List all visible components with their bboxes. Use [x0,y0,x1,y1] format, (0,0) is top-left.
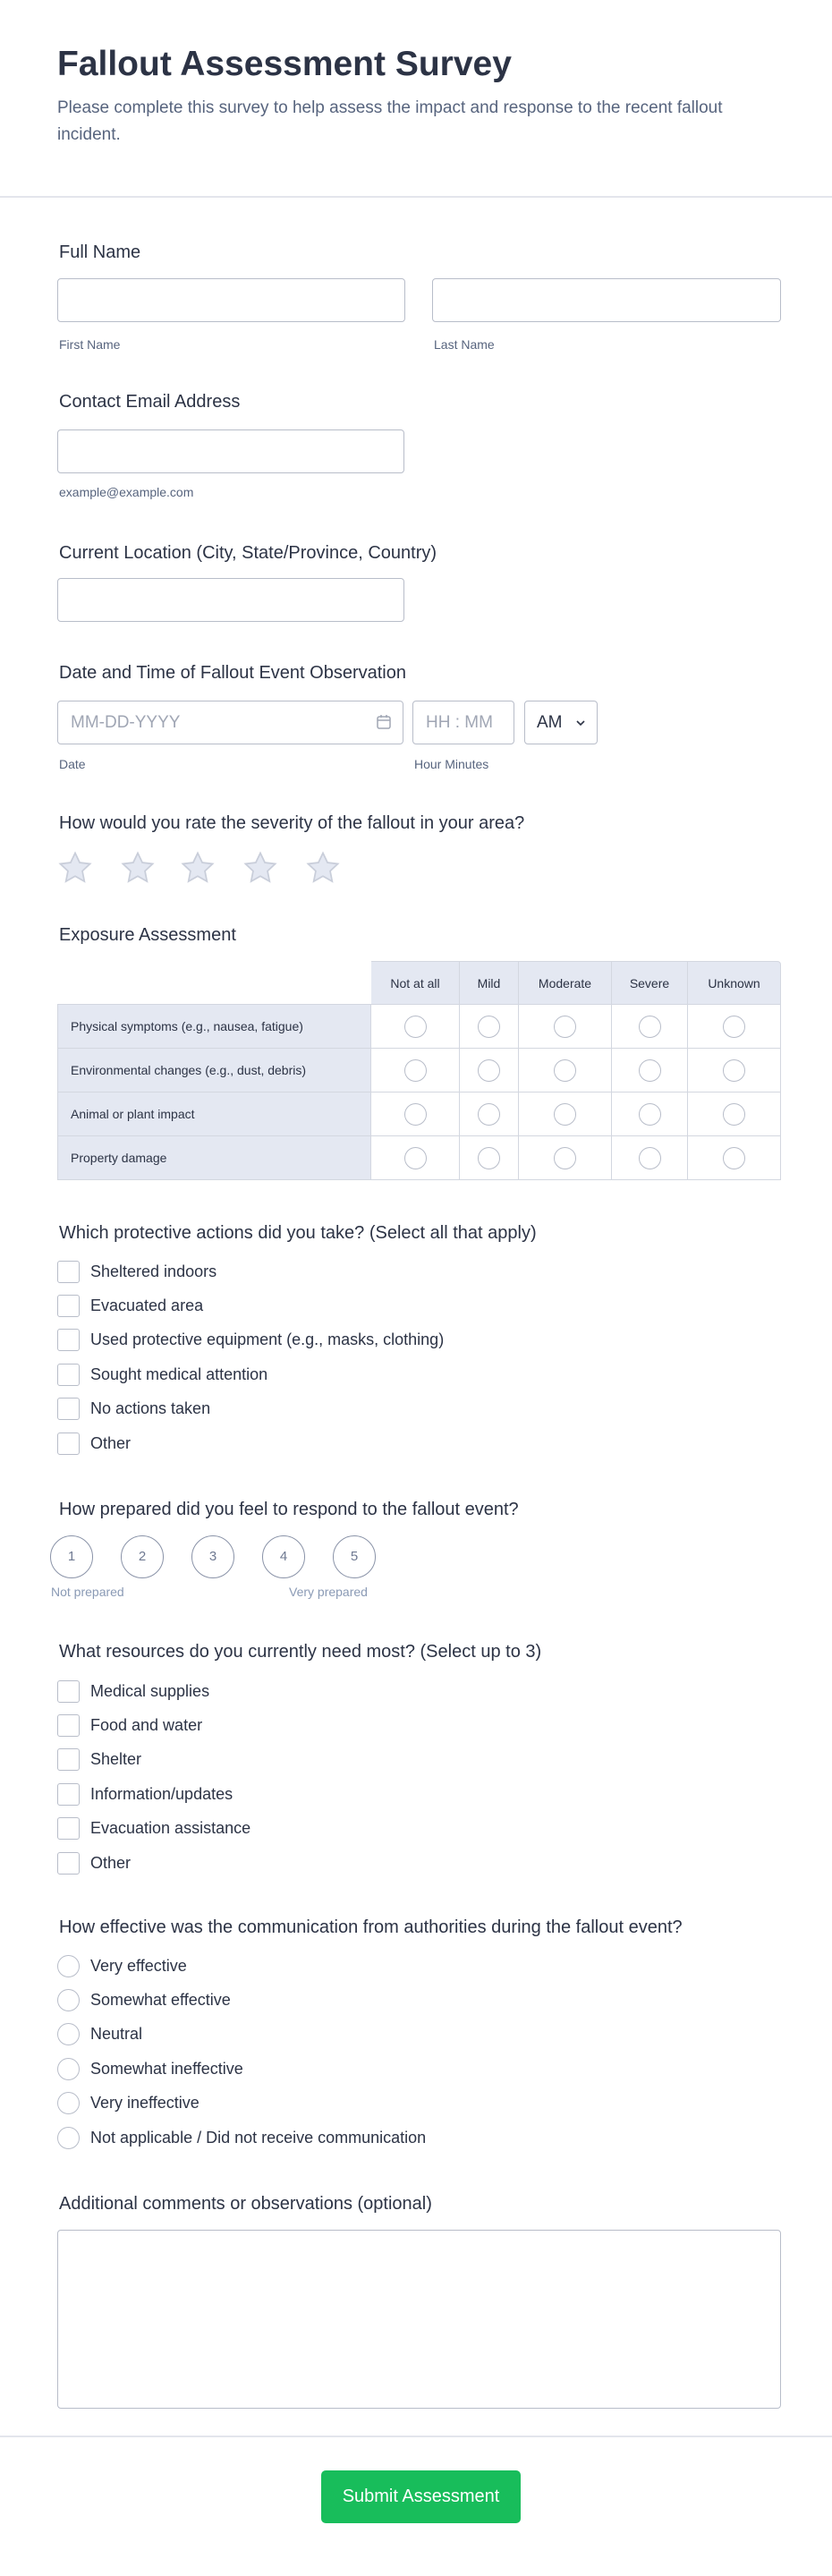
resource-option[interactable] [57,1713,202,1737]
radio[interactable] [57,2058,80,2080]
matrix-radio[interactable] [639,1059,661,1082]
resource-option-label: Other [90,1853,132,1872]
matrix-radio[interactable] [554,1147,576,1169]
star-icon[interactable] [56,849,94,887]
resource-option[interactable] [57,1782,233,1806]
matrix-radio[interactable] [554,1103,576,1126]
matrix-row-label: Environmental changes (e.g., dust, debris) [57,1049,371,1092]
matrix-radio[interactable] [639,1103,661,1126]
location-label: Current Location (City, State/Province, Country) [59,543,437,563]
matrix-corner [57,961,371,1005]
communication-option[interactable] [57,2057,243,2080]
checkbox[interactable] [57,1680,80,1703]
communication-option-label: Very ineffective [90,2094,200,2113]
matrix-cell [519,1005,612,1049]
matrix-cell [612,1136,688,1180]
datetime-label: Date and Time of Fallout Event Observation [59,663,406,683]
matrix-radio[interactable] [554,1016,576,1038]
scale-option[interactable]: 1 [50,1535,93,1578]
ampm-select[interactable] [524,701,598,744]
time-sublabel: Hour Minutes [414,757,489,771]
protective-option-label: Sheltered indoors [90,1262,217,1280]
date-input[interactable] [57,701,403,744]
matrix-cell [460,1136,519,1180]
first-name-sublabel: First Name [59,337,121,352]
communication-option[interactable] [57,2126,426,2149]
communication-option[interactable] [57,2023,142,2046]
scale-option[interactable]: 4 [262,1535,305,1578]
scale-low-label: Not prepared [51,1585,124,1599]
communication-option[interactable] [57,2092,200,2115]
protective-option[interactable] [57,1398,210,1421]
matrix-row-label: Property damage [57,1136,371,1180]
matrix-cell [612,1049,688,1092]
resource-option[interactable] [57,1851,131,1875]
radio[interactable] [57,1955,80,1977]
matrix-row [57,1092,781,1136]
protective-option[interactable] [57,1363,267,1386]
matrix-cell [519,1136,612,1180]
calendar-icon[interactable] [376,714,392,730]
checkbox[interactable] [57,1261,80,1283]
matrix-radio[interactable] [478,1059,500,1082]
star-icon[interactable] [119,849,157,887]
protective-option-label: No actions taken [90,1399,211,1418]
matrix-radio[interactable] [404,1147,427,1169]
page-title: Fallout Assessment Survey [57,45,512,83]
protective-option[interactable] [57,1260,216,1283]
protective-option[interactable] [57,1432,131,1455]
matrix-row [57,1136,781,1180]
email-label: Contact Email Address [59,392,241,412]
communication-option-label: Not applicable / Did not receive communication [90,2128,427,2147]
checkbox[interactable] [57,1748,80,1771]
checkbox[interactable] [57,1329,80,1351]
scale-high-label: Very prepared [289,1585,368,1599]
chevron-down-icon [575,718,586,727]
resource-option-label: Evacuation assistance [90,1819,251,1838]
prepared-label: How prepared did you feel to respond to the fallout event? [59,1500,519,1519]
checkbox[interactable] [57,1817,80,1840]
matrix-column-header: Mild [460,961,519,1005]
time-input[interactable] [412,701,514,744]
radio[interactable] [57,2092,80,2114]
resource-option-label: Medical supplies [90,1681,210,1700]
protective-option-label: Sought medical attention [90,1365,268,1383]
resource-option-label: Shelter [90,1750,142,1769]
email-hint: example@example.com [59,485,194,499]
matrix-column-header: Severe [612,961,688,1005]
matrix-cell [460,1005,519,1049]
star-icon[interactable] [304,849,342,887]
matrix-row-label: Physical symptoms (e.g., nausea, fatigue) [57,1005,371,1049]
protective-option-label: Other [90,1433,132,1452]
date-sublabel: Date [59,757,86,771]
resource-option[interactable] [57,1679,209,1703]
radio[interactable] [57,1989,80,2011]
matrix-cell [612,1005,688,1049]
scale-option[interactable]: 3 [191,1535,234,1578]
submit-button[interactable]: Submit Assessment [321,2470,521,2523]
checkbox[interactable] [57,1852,80,1875]
footer-divider [0,2436,832,2437]
scale-option[interactable]: 5 [333,1535,376,1578]
last-name-sublabel: Last Name [434,337,495,352]
protective-option[interactable] [57,1294,203,1317]
comments-textarea[interactable] [57,2230,781,2409]
checkbox[interactable] [57,1433,80,1455]
checkbox[interactable] [57,1714,80,1737]
resource-option[interactable] [57,1817,250,1841]
radio[interactable] [57,2023,80,2045]
matrix-row [57,1005,781,1049]
resource-option[interactable] [57,1748,141,1772]
resources-label: What resources do you currently need most? (Select up to 3) [59,1642,542,1662]
checkbox[interactable] [57,1295,80,1317]
checkbox[interactable] [57,1364,80,1386]
matrix-radio[interactable] [639,1147,661,1169]
checkbox[interactable] [57,1398,80,1420]
resource-option-label: Information/updates [90,1784,233,1803]
matrix-row [57,1049,781,1092]
communication-option[interactable] [57,1988,231,2011]
matrix-cell [688,1005,781,1049]
communication-option-label: Very effective [90,1956,187,1975]
exposure-matrix [57,961,781,1180]
full-name-label: Full Name [59,242,141,262]
matrix-column-header: Not at all [371,961,460,1005]
matrix-cell [519,1092,612,1136]
matrix-radio[interactable] [404,1016,427,1038]
severity-label: How would you rate the severity of the fallout in your area? [59,813,525,833]
location-input[interactable] [57,578,404,622]
resource-option-label: Food and water [90,1715,203,1734]
star-icon[interactable] [179,849,216,887]
matrix-radio[interactable] [478,1147,500,1169]
header-divider [0,196,832,198]
checkbox[interactable] [57,1783,80,1806]
radio[interactable] [57,2127,80,2149]
scale-option[interactable]: 2 [121,1535,164,1578]
matrix-radio[interactable] [723,1147,745,1169]
comments-label: Additional comments or observations (optional) [59,2194,432,2214]
matrix-cell [688,1049,781,1092]
matrix-cell [460,1092,519,1136]
matrix-cell [519,1049,612,1092]
protective-option[interactable] [57,1329,444,1352]
matrix-radio[interactable] [723,1059,745,1082]
matrix-radio[interactable] [404,1059,427,1082]
matrix-cell [371,1005,460,1049]
matrix-row-label: Animal or plant impact [57,1092,371,1136]
first-name-input[interactable] [57,278,405,322]
matrix-radio[interactable] [554,1059,576,1082]
matrix-radio[interactable] [723,1103,745,1126]
protective-option-label: Used protective equipment (e.g., masks, clothing) [90,1331,445,1349]
ampm-value: AM [537,713,563,732]
matrix-cell [371,1092,460,1136]
communication-option[interactable] [57,1954,187,1977]
matrix-radio[interactable] [478,1103,500,1126]
matrix-radio[interactable] [404,1103,427,1126]
matrix-cell [460,1049,519,1092]
exposure-label: Exposure Assessment [59,925,236,945]
time-placeholder: HH : MM [426,713,493,732]
matrix-radio[interactable] [478,1016,500,1038]
matrix-cell [688,1092,781,1136]
protective-label: Which protective actions did you take? (Select all that apply) [59,1223,537,1243]
matrix-cell [371,1136,460,1180]
communication-option-label: Somewhat ineffective [90,2059,243,2078]
communication-option-label: Neutral [90,2025,143,2044]
matrix-cell [612,1092,688,1136]
email-input[interactable] [57,429,404,473]
matrix-cell [688,1136,781,1180]
star-icon[interactable] [242,849,279,887]
date-placeholder: MM-DD-YYYY [71,713,181,732]
matrix-radio[interactable] [639,1016,661,1038]
protective-option-label: Evacuated area [90,1296,204,1314]
communication-option-label: Somewhat effective [90,1990,231,2009]
matrix-radio[interactable] [723,1016,745,1038]
communication-label: How effective was the communication from authorities during the fallout event? [59,1917,683,1937]
matrix-column-header: Unknown [688,961,781,1005]
page-subtitle: Please complete this survey to help assess the impact and response to the recent fallout incident. [57,98,723,144]
last-name-input[interactable] [432,278,781,322]
matrix-cell [371,1049,460,1092]
matrix-column-header: Moderate [519,961,612,1005]
